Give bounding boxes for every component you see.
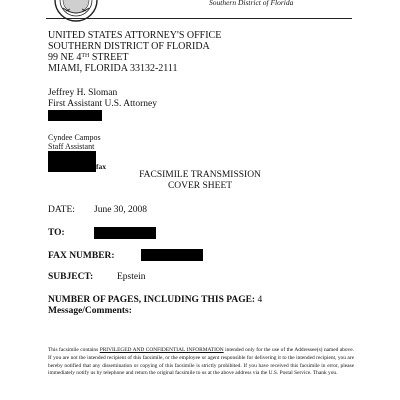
- cover-title-line2: COVER SHEET: [167, 181, 233, 191]
- office-street: 99 NE 4TH STREET: [48, 52, 129, 63]
- to-field: [48, 228, 65, 238]
- contact-name: Cyndee Campos: [48, 133, 101, 142]
- cover-sheet-title: [130, 170, 270, 192]
- confidentiality-notice: This facsimile contains PRIVILEGED AND CONFIDENTIAL INFORMATION intended only for the use of the Addressee(s) named above. If you are not the intended recipient of this facsimile, or the employee or agent responsible for delivering it to the intended recipient, you are hereby notified that any dissemination or copying of this facsimile is strictly prohibited. If you have received this facsimile in error, please immediately notify us by telephone and return the original facsimile to us at the above address via the U.S. Postal Service. Thank you.: [48, 347, 354, 377]
- office-address-block: [48, 30, 221, 74]
- office-district: SOUTHERN DISTRICT OF FLORIDA: [48, 41, 210, 52]
- redacted-fax-number: [141, 249, 203, 261]
- redacted-contact-number: [48, 151, 96, 172]
- cover-title-line1: FACSIMILE TRANSMISSION: [139, 170, 261, 180]
- sender-block: [48, 88, 157, 110]
- pages-field: [48, 295, 262, 305]
- pages-label: NUMBER OF PAGES, INCLUDING THIS PAGE:: [48, 295, 256, 305]
- subject-value: Epstein: [117, 272, 146, 282]
- pages-value: 4: [257, 295, 263, 305]
- contact-block: [48, 133, 101, 151]
- redacted-sender-phone: [48, 110, 102, 121]
- message-label: Message/Comments:: [48, 306, 132, 316]
- fax-number-field: [48, 251, 115, 261]
- header-rule: [46, 18, 352, 19]
- office-city: MIAMI, FLORIDA 33132-2111: [48, 63, 178, 74]
- contact-fax-label: fax: [96, 162, 106, 171]
- privileged-notice-text: PRIVILEGED AND CONFIDENTIAL INFORMATION: [99, 347, 224, 353]
- office-name: UNITED STATES ATTORNEY'S OFFICE: [48, 30, 222, 41]
- redacted-recipient: [94, 227, 156, 239]
- fax-number-label: FAX NUMBER:: [48, 251, 115, 261]
- date-label: DATE:: [48, 205, 75, 215]
- date-field: [48, 205, 148, 215]
- subject-label: SUBJECT:: [48, 272, 94, 282]
- date-value: June 30, 2008: [94, 205, 148, 215]
- sender-title: First Assistant U.S. Attorney: [48, 99, 157, 109]
- contact-title: Staff Assistant: [48, 142, 95, 151]
- subject-field: [48, 272, 146, 282]
- message-field: [48, 306, 132, 316]
- sender-name: Jeffrey H. Sloman: [48, 88, 118, 98]
- district-header-text: Southern District of Florida: [209, 0, 294, 7]
- to-label: TO:: [48, 228, 65, 238]
